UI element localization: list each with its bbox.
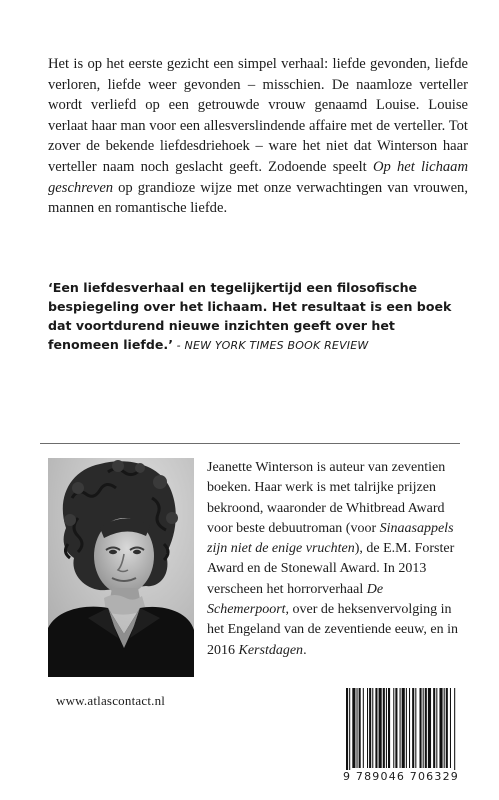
blurb-text-end: op grandioze wijze met onze verwachtingen van vrouwen, mannen en romantische liefde. bbox=[48, 179, 468, 217]
author-bio bbox=[207, 458, 462, 661]
blurb-text: Het is op het eerste gezicht een simpel verhaal: liefde gevonden, liefde verloren, liefde weer gevonden – misschien. De naamloze verteller wordt verliefd op een getrouwde vrouw genaamd Louise. Louise verlaat haar man voor een allesverslindende affaire met de verteller. Tot zover de bekende liefdesdriehoek – ware het niet dat Winterson haar verteller naam noch geslacht geeft. Zodoende speelt bbox=[48, 56, 468, 175]
bio-paragraph bbox=[207, 458, 462, 661]
bio-book-title-1: Sinaasappels zijn niet de enige vruchten bbox=[207, 520, 454, 557]
barcode-bars bbox=[340, 688, 462, 772]
blurb-paragraph bbox=[48, 54, 468, 219]
isbn-number: 9 789046 706329 bbox=[340, 770, 462, 783]
bio-text-2: ), de E.M. Forster Award en de Stonewall Award. In 2013 verscheen het horrorverhaal bbox=[207, 541, 455, 597]
book-title: Op het lichaam geschreven bbox=[48, 158, 468, 196]
quote-source: NEW YORK TIMES BOOK REVIEW bbox=[184, 339, 369, 352]
bio-text-3: , over de heksenvervolging in het Engeland van de zeventiende eeuw, en in 2016 bbox=[207, 602, 458, 658]
back-cover-blurb bbox=[48, 54, 468, 219]
quote-text: ‘Een liefdesverhaal en tegelijkertijd een filosofische bespiegeling over het lichaam. Het resultaat is een boek dat voortdurend nieuwe inzichten geeft over het fenomeen liefde.’ bbox=[48, 280, 452, 352]
bio-text-1: Jeanette Winterson is auteur van zeventien boeken. Haar werk is met talrijke prijzen bekroond, waaronder de Whitbread Award voor beste debuutroman (voor bbox=[207, 460, 446, 536]
divider-line bbox=[40, 443, 460, 444]
bio-book-title-3: Kerstdagen bbox=[238, 642, 304, 658]
review-quote bbox=[48, 278, 458, 355]
publisher-url[interactable]: www.atlascontact.nl bbox=[56, 693, 166, 708]
bio-book-title-2: De Schemerpoort bbox=[207, 581, 384, 618]
author-photo bbox=[48, 458, 194, 677]
quote-dash: - bbox=[172, 339, 185, 352]
bio-text-4: . bbox=[303, 642, 307, 658]
